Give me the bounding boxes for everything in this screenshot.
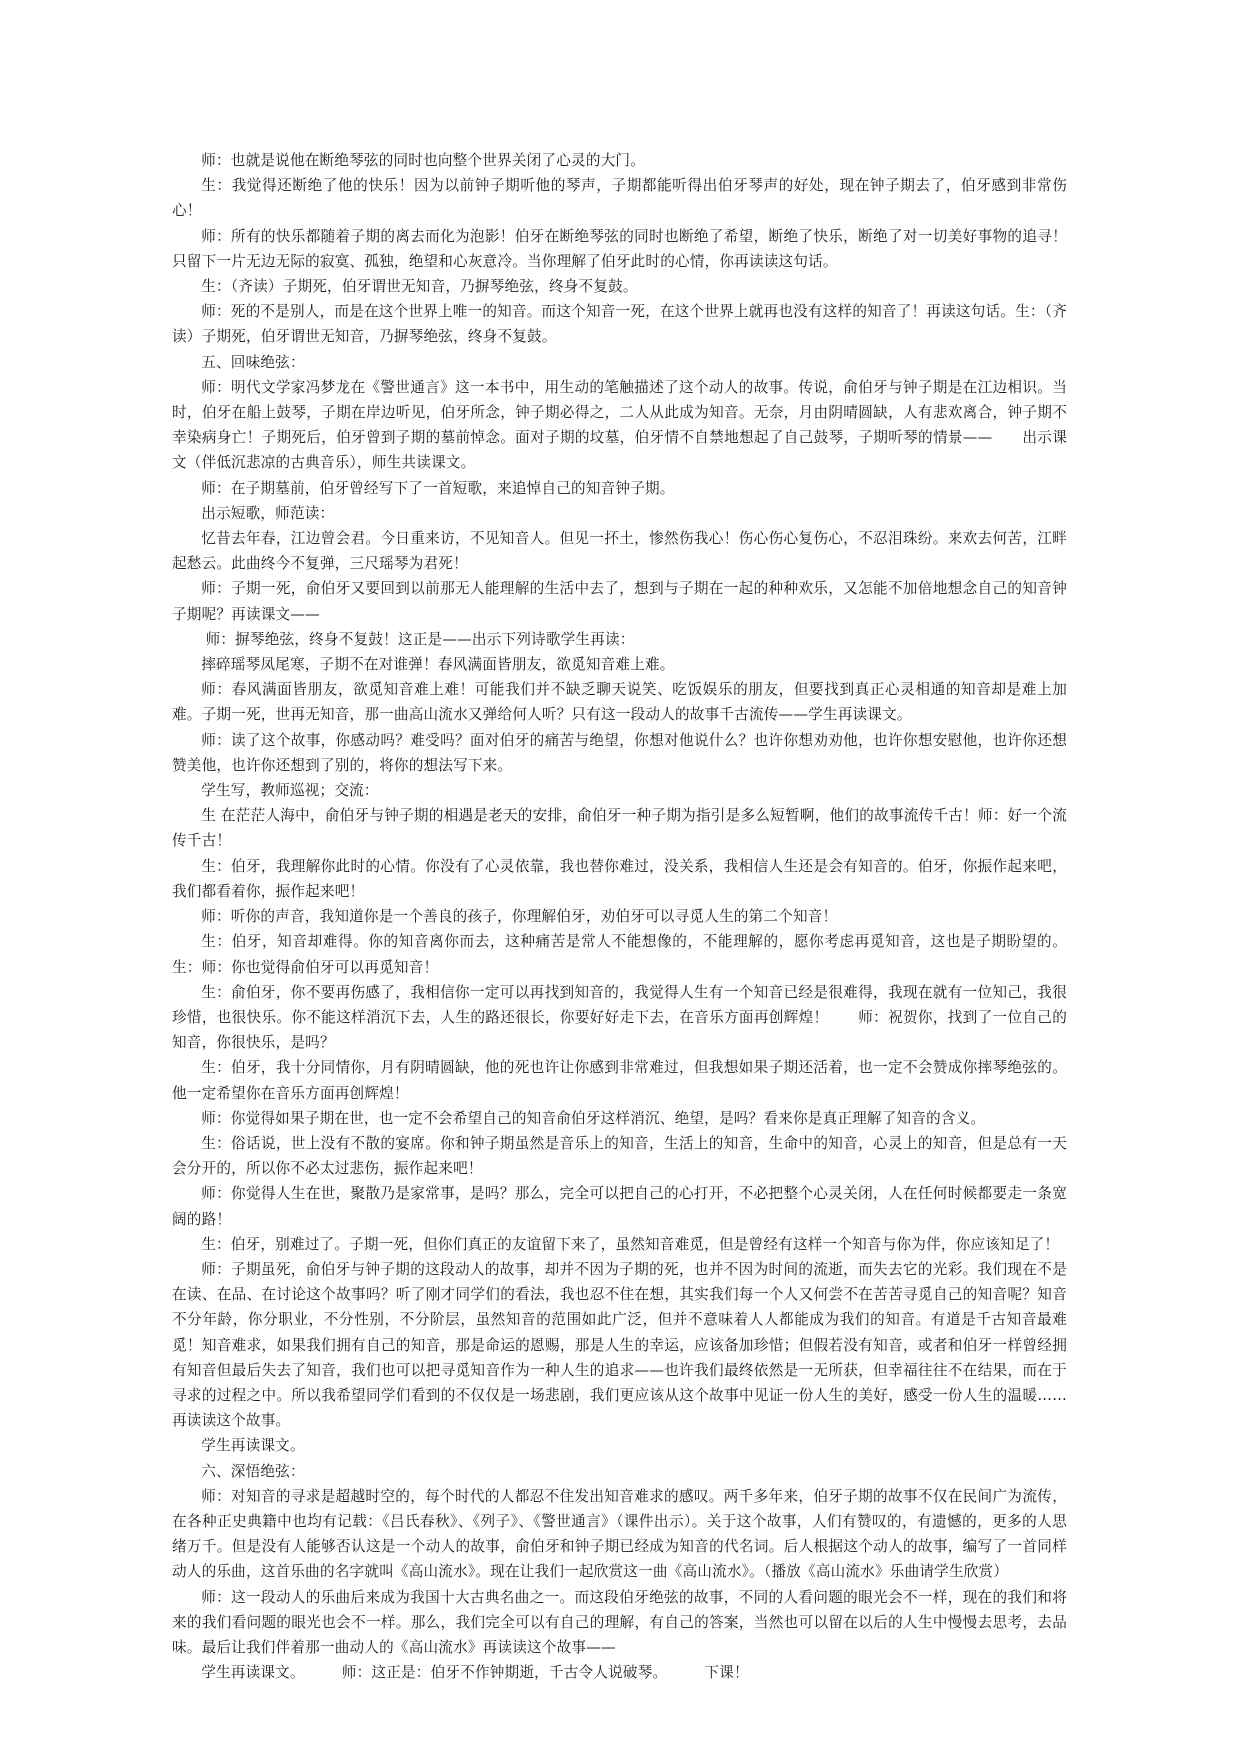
paragraph: 师：听你的声音，我知道你是一个善良的孩子，你理解伯牙，劝伯牙可以寻觅人生的第二个知音！ — [201, 908, 838, 926]
paragraph: 师：这一段动人的乐曲后来成为我国十大古典名曲之一。而这段伯牙绝弦的故事，不同的人看问题的眼光会不一样，现在的我们和将来的我们看问题的眼光也会不一样。那么，我们完全可以有自己的理解，有自己的答案，当然也可以留在以后的人生中慢慢去思考，去品味。最后让我们伴着那一曲动人的《高山流水》再读读这个故事—— — [172, 1588, 1067, 1656]
paragraph: 师：读了这个故事，你感动吗？难受吗？面对伯牙的痛苦与绝望，你想对他说什么？也许你想劝劝他，也许你想安慰他，也许你还想赞美他，也许你还想到了别的，将你的想法写下来。 — [172, 731, 1067, 774]
paragraph: 师：也就是说他在断绝琴弦的同时也向整个世界关闭了心灵的大门。 — [201, 152, 646, 169]
paragraph: 生：伯牙，别难过了。子期一死，但你们真正的友谊留下来了，虽然知音难觅，但是曾经有这样一个知音与你为伴，你应该知足了！ — [201, 1235, 1060, 1253]
paragraph: 师：你觉得人生在世，聚散乃是家常事，是吗？那么，完全可以把自己的心打开，不必把整个心灵关闭，人在任何时候都要走一条宽阔的路！ — [172, 1185, 1067, 1228]
paragraph: 师：摒琴绝弦，终身不复鼓！这正是——出示下列诗歌学生再读： — [205, 630, 635, 648]
section-heading-5: 五、回味绝弦： — [201, 353, 305, 371]
document-body — [172, 148, 1067, 1685]
poem-couplet: 摔碎瑶琴凤尾寒，子期不在对谁弹！春风满面皆朋友，欲觅知音难上难。 — [201, 656, 675, 674]
paragraph: 生 在茫茫人海中，俞伯牙与钟子期的相遇是老天的安排，俞伯牙一种子期为指引是多么短暂啊，他们的故事流传千古！师：好一个流传千古！ — [172, 807, 1067, 850]
paragraph: 生：伯牙，我理解你此时的心情。你没有了心灵依靠，我也替你难过，没关系，我相信人生还是会有知音的。伯牙，你振作起来吧，我们都看着你，振作起来吧！ — [172, 857, 1067, 900]
paragraph: 生：伯牙，我十分同情你，月有阴晴圆缺，他的死也许让你感到非常难过，但我想如果子期还活着，也一定不会赞成你摔琴绝弦的。他一定希望你在音乐方面再创辉煌！ — [172, 1059, 1067, 1102]
paragraph: 出示短歌，师范读： — [201, 504, 335, 522]
paragraph: 学生写，教师巡视；交流： — [201, 782, 379, 800]
paragraph: 师：明代文学家冯梦龙在《警世通言》这一本书中，用生动的笔触描述了这个动人的故事。传说，俞伯牙与钟子期是在江边相识。当时，伯牙在船上鼓琴，子期在岸边听见，伯牙所念，钟子期必得之，二人从此成为知音。无奈，月由阴晴圆缺，人有悲欢离合，钟子期不幸染病身亡！子期死后，伯牙曾到子期的墓前悼念。面对子期的坟墓，伯牙情不自禁地想起了自己鼓琴，子期听琴的情景—— 出示课文（伴低沉悲凉的古典音乐），师生共读课文。 — [172, 378, 1067, 472]
closing-line: 学生再读课文。 师：这正是：伯牙不作钟期逝，千古令人说破琴。 下课！ — [201, 1664, 749, 1682]
paragraph: 生：俞伯牙，你不要再伤感了，我相信你一定可以再找到知音的，我觉得人生有一个知音已经是很难得，我现在就有一位知己，我很珍惜，也很快乐。你不能这样消沉下去，人生的路还很长，你要好好走下去，在音乐方面再创辉煌！ 师：祝贺你，找到了一位自己的知音，你很快乐，是吗？ — [172, 983, 1067, 1052]
paragraph: 生：俗话说，世上没有不散的宴席。你和钟子期虽然是音乐上的知音，生活上的知音，生命中的知音，心灵上的知音，但是总有一天会分开的，所以你不必太过悲伤，振作起来吧！ — [172, 1134, 1067, 1178]
paragraph: 师：春风满面皆朋友，欲觅知音难上难！可能我们并不缺乏聊天说笑、吃饭娱乐的朋友，但要找到真正心灵相通的知音却是难上加难。子期一死，世再无知音，那一曲高山流水又弹给何人听？只有这一段动人的故事千古流传——学生再读课文。 — [172, 681, 1067, 724]
paragraph: 生：伯牙，知音却难得。你的知音离你而去，这种痛苦是常人不能想像的，不能理解的，愿你考虑再觅知音，这也是子期盼望的。生：师：你也觉得俞伯牙可以再觅知音！ — [172, 933, 1067, 976]
paragraph: 师：在子期墓前，伯牙曾经写下了一首短歌，来追悼自己的知音钟子期。 — [201, 479, 675, 497]
poem-short-song: 忆昔去年春，江边曾会君。今日重来访，不见知音人。但见一抔土，惨然伤我心！伤心伤心复伤心，不忍泪珠纷。来欢去何苦，江畔起愁云。此曲终今不复弹，三尺瑶琴为君死！ — [172, 530, 1067, 573]
paragraph: 师：对知音的寻求是超越时空的，每个时代的人都忍不住发出知音难求的感叹。两千多年来，伯牙子期的故事不仅在民间广为流传，在各种正史典籍中也均有记载：《吕氏春秋》、《列子》、《警世通言》（课件出示）。关于这个故事，人们有赞叹的，有遗憾的，更多的人思绪万千。但是没有人能够否认这是一个动人的故事，俞伯牙和钟子期已经成为知音的代名词。后人根据这个动人的故事，编写了一首同样动人的乐曲，这首乐曲的名字就叫《高山流水》。现在让我们一起欣赏这一曲《高山流水》。（播放《高山流水》乐曲请学生欣赏） — [172, 1487, 1067, 1581]
paragraph: 师：你觉得如果子期在世，也一定不会希望自己的知音俞伯牙这样消沉、绝望，是吗？看来你是真正理解了知音的含义。 — [201, 1109, 986, 1127]
paragraph: 师：所有的快乐都随着子期的离去而化为泡影！伯牙在断绝琴弦的同时也断绝了希望，断绝了快乐，断绝了对一切美好事物的追寻！只留下一片无边无际的寂寞、孤独，绝望和心灰意冷。当你理解了伯牙此时的心情，你再读读这句话。 — [172, 227, 1067, 270]
paragraph: 生：（齐读）子期死，伯牙谓世无知音，乃摒琴绝弦，终身不复鼓。 — [201, 278, 638, 296]
paragraph: 师：子期一死，俞伯牙又要回到以前那无人能理解的生活中去了，想到与子期在一起的种种欢乐，又怎能不加倍地想念自己的知音钟子期呢？再读课文—— — [172, 580, 1067, 623]
paragraph: 师：子期虽死，俞伯牙与钟子期的这段动人的故事，却并不因为子期的死，也并不因为时间的流逝，而失去它的光彩。我们现在不是在读、在品、在讨论这个故事吗？听了刚才同学们的看法，我也忍不住在想，其实我们每一个人又何尝不在苦苦寻觅自己的知音呢？知音不分年龄，你分职业，不分性别，不分阶层，虽然知音的范围如此广泛，但并不意味着人人都能成为我们的知音。有道是千古知音最难觅！知音难求，如果我们拥有自己的知音，那是命运的恩赐，那是人生的幸运，应该备加珍惜；但假若没有知音，或者和伯牙一样曾经拥有知音但最后失去了知音，我们也可以把寻觅知音作为一种人生的追求——也许我们最终依然是一无所获，但幸福往往不在结果，而在于寻求的过程之中。所以我希望同学们看到的不仅仅是一场悲剧，我们更应该从这个故事中见证一份人生的美好，感受一份人生的温暖……再读读这个故事。 — [172, 1260, 1067, 1430]
paragraph: 生：我觉得还断绝了他的快乐！因为以前钟子期听他的琴声，子期都能听得出伯牙琴声的好处，现在钟子期去了，伯牙感到非常伤心！ — [172, 177, 1067, 220]
paragraph: 学生再读课文。 — [201, 1437, 305, 1455]
paragraph: 师：死的不是别人，而是在这个世界上唯一的知音。而这个知音一死，在这个世界上就再也没有这样的知音了！再读这句话。生：（齐读）子期死，伯牙谓世无知音，乃摒琴绝弦，终身不复鼓。 — [172, 303, 1067, 346]
section-heading-6: 六、深悟绝弦： — [201, 1462, 305, 1480]
